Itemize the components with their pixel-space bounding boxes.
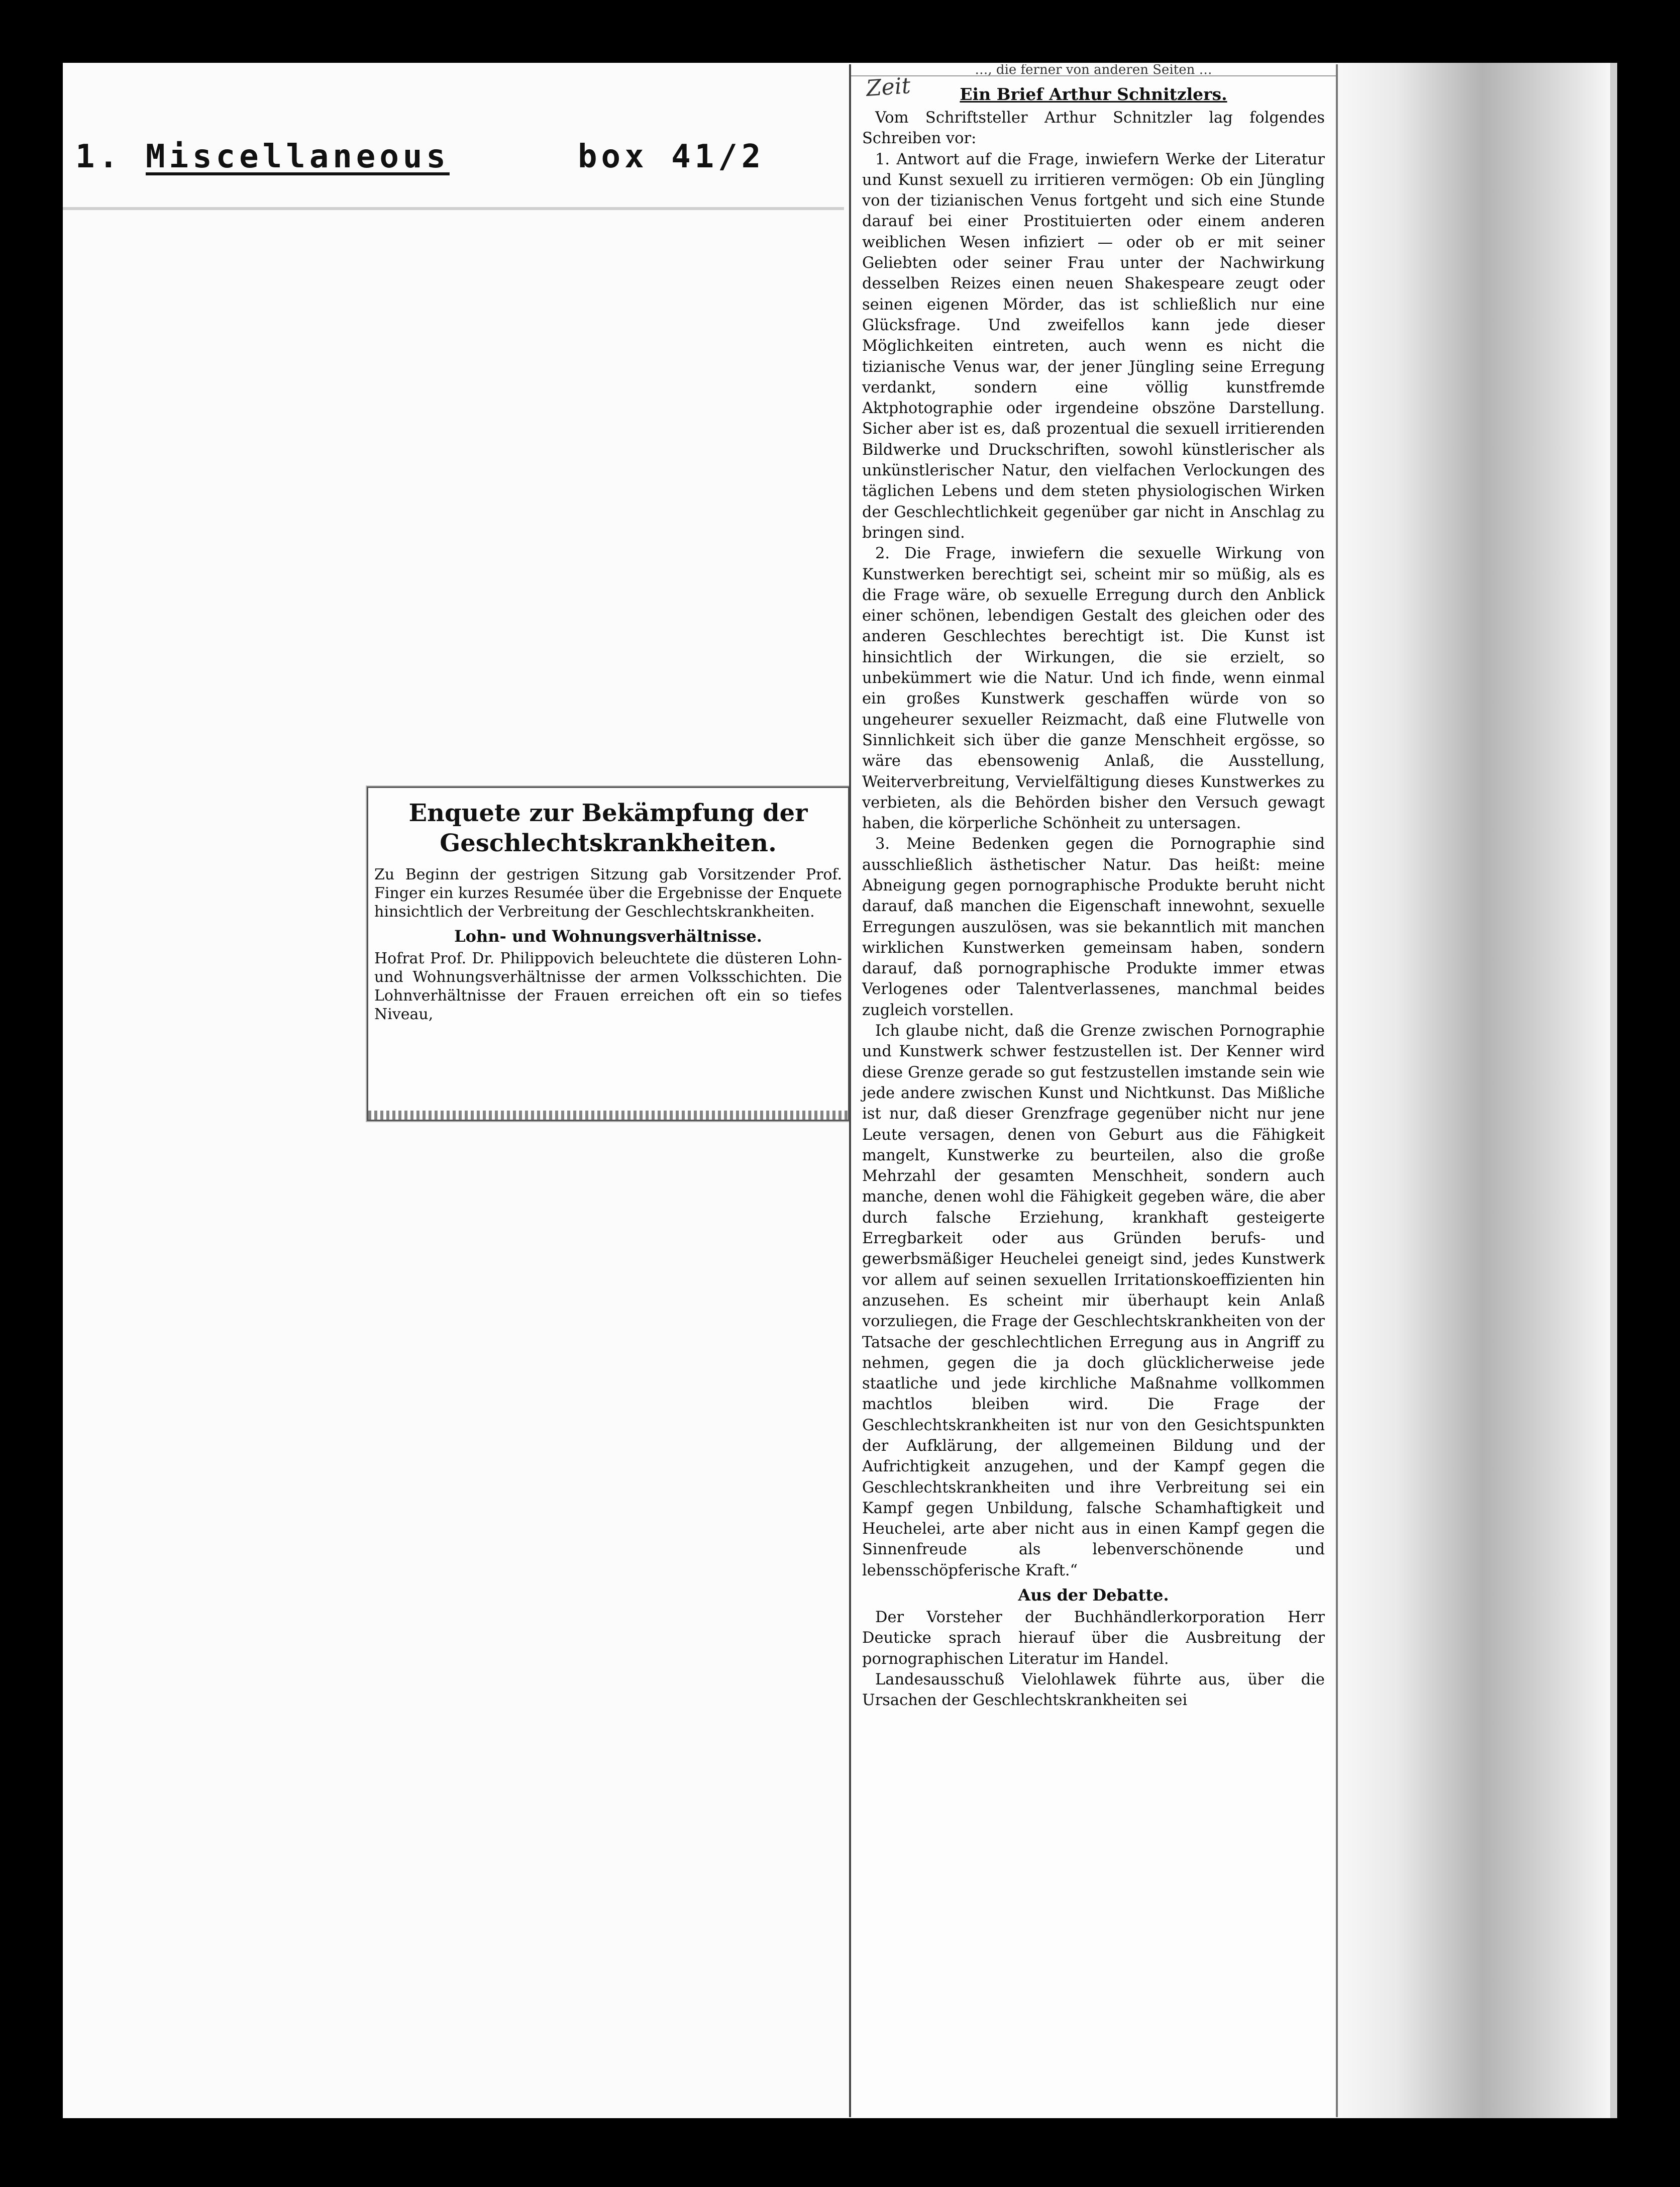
letter-intro: Vom Schriftsteller Arthur Schnitzler lag folgendes Schreiben vor: <box>862 109 1325 148</box>
page-shadow <box>1326 63 1610 2118</box>
letter-paragraph-4: Ich glaube nicht, daß die Grenze zwischen Pornographie und Kunstwerk schwer festzustellen ist. Der Kenner wird diese Grenze gerade so gut festzustellen imstande sein wie jede andere zwischen Kunst und Nichtkunst. Das Mißliche ist nur, daß dieser Grenzfrage gegenüber nicht nur jene Leute versagen, denen von Geburt aus die Fähigkeit mangelt, Kunstwerke zu beurteilen, also die große Mehrzahl der gesamten Menschheit, sondern auch manche, denen wohl die Fähigkeit gegeben wäre, die aber durch falsche Erziehung, krankhaft gesteigerte Erregbarkeit oder aus Gründen berufs- und gewerbsmäßiger Heuchelei geneigt sind, jedes Kunstwerk vor allem auf seinen sexuellen Irritationskoeffizienten hin anzusehen. Es scheint mir überhaupt kein Anlaß vorzuliegen, die Frage der Geschlechtskrankheiten von der Tatsache der geschlechtlichen Erregung aus in Angriff zu nehmen, gegen die ja doch glücklicherweise jede staatliche und jede kirchliche Maßnahme vollkommen machtlos bleiben wird. Die Frage der Geschlechtskrankheiten ist nur von den Gesichtspunkten der Aufklärung, der allgemeinen Bildung und der Aufrichtigkeit anzugehen, und der Kampf gegen die Geschlechtskrankheiten und ihre Verbreitung sei ein Kampf gegen Unbildung, falsche Schamhaftigkeit und Heuchelei, arte aber nicht aus in einen Kampf gegen die Sinnenfreude als lebenverschönende und lebensschöpferische Kraft.“ <box>862 1022 1325 1579</box>
clipping-title: Enquete zur Bekämpfung der Geschlechtskrankheiten. <box>408 799 808 857</box>
debate-paragraph-2: Landesausschuß Vielohlawek führte aus, über die Ursachen der Geschlechtskrankheiten sei <box>862 1670 1325 1710</box>
debate-paragraph-1: Der Vorsteher der Buchhändlerkorporation Herr Deuticke sprach hierauf über die Ausbreitung der pornographischen Literatur im Handel. <box>862 1609 1325 1668</box>
label-divider <box>63 207 844 210</box>
clipping-body: Hofrat Prof. Dr. Philippovich beleuchtete die düsteren Lohn- und Wohnungsverhältnisse der armen Volksschichten. Die Lohnverhältnisse der Frauen erreichen oft ein so tiefes Niveau, <box>374 950 842 1023</box>
newspaper-clipping-enquete <box>367 786 850 1121</box>
torn-edge <box>368 1111 848 1120</box>
archive-label-number: 1. <box>75 138 123 175</box>
archive-label-box: box 41/2 <box>578 138 765 175</box>
newspaper-clipping-schnitzler-letter <box>849 64 1338 2117</box>
letter-paragraph-1: 1. Antwort auf die Frage, inwiefern Werke der Literatur und Kunst sexuell zu irritieren vermögen: Ob ein Jüngling von der tizianischen Venus fortgeht und sich eine Stunde darauf bei einer Prostituierten oder einem anderen weiblichen Wesen infiziert — oder ob er mit seiner Geliebten oder seiner Frau unter der Nachwirkung desselben Reizes einen neuen Shakespeare zeugt oder seinen eigenen Mörder, das ist schließlich nur eine Glücksfrage. Und zweifellos kann jede dieser Möglichkeiten eintreten, auch wenn es nicht die tizianische Venus war, der jener Jüngling seine Erregung verdankt, sondern eine völlig kunstfremde Aktphotographie oder irgendeine obszöne Darstellung. Sicher aber ist es, daß prozentual die sexuell irritierenden Bildwerke und Druckschriften, sowohl künstlerischer als unkünstlerischer Natur, den vielfachen Verlockungen des täglichen Lebens und dem steten physiologischen Wirken der Geschlechtlichkeit gegenüber gar nicht in Anschlag zu bringen sind. <box>862 150 1325 542</box>
letter-heading: Ein Brief Arthur Schnitzlers. <box>960 84 1227 104</box>
archive-label-category: Miscellaneous <box>146 138 450 175</box>
handwritten-mark: Zeit <box>865 72 912 102</box>
debate-subheading: Aus der Debatte. <box>1018 1585 1169 1605</box>
clipping-subheading: Lohn- und Wohnungsverhältnisse. <box>454 927 762 946</box>
letter-paragraph-2: 2. Die Frage, inwiefern die sexuelle Wirkung von Kunstwerken berechtigt sei, scheint mir so müßig, als es die Frage wäre, ob sexuelle Erregung durch den Anblick einer schönen, lebendigen Gestalt des gleichen oder des anderen Geschlechtes berechtigt ist. Die Kunst ist hinsichtlich der Wirkungen, die sie erzielt, so unbekümmert wie die Natur. Und ich finde, wenn einmal ein großes Kunstwerk geschaffen würde von so ungeheurer sexueller Reizmacht, daß eine Flutwelle von Sinnlichkeit sich über die ganze Menschheit ergösse, so wäre das ebensowenig Anlaß, die Ausstellung, Weiterverbreitung, Vervielfältigung dieses Kunstwerkes zu verbieten, als die Behörden bisher den Versuch gewagt haben, die körperliche Schönheit zu untersagen. <box>862 545 1325 833</box>
clipping-intro: Zu Beginn der gestrigen Sitzung gab Vorsitzender Prof. Finger ein kurzes Resumée über die Ergebnisse der Enquete hinsichtlich der Verbreitung der Geschlechtskrankheiten. <box>374 866 842 921</box>
cut-off-line: …, die ferner von anderen Seiten … <box>851 64 1336 76</box>
letter-paragraph-3: 3. Meine Bedenken gegen die Pornographie sind ausschließlich ästhetischer Natur. Das heißt: meine Abneigung gegen pornographische Produkte beruht nicht darauf, daß manchen die Eigenschaft innewohnt, sexuelle Erregungen auszulösen, was sie bekanntlich mit manchen wirklichen Kunstwerken gemeinsam haben, sondern darauf, daß pornographische Produkte immer etwas Verlogenes oder Talentverlassenes, manchmal beides zugleich vorstellen. <box>862 835 1325 1019</box>
